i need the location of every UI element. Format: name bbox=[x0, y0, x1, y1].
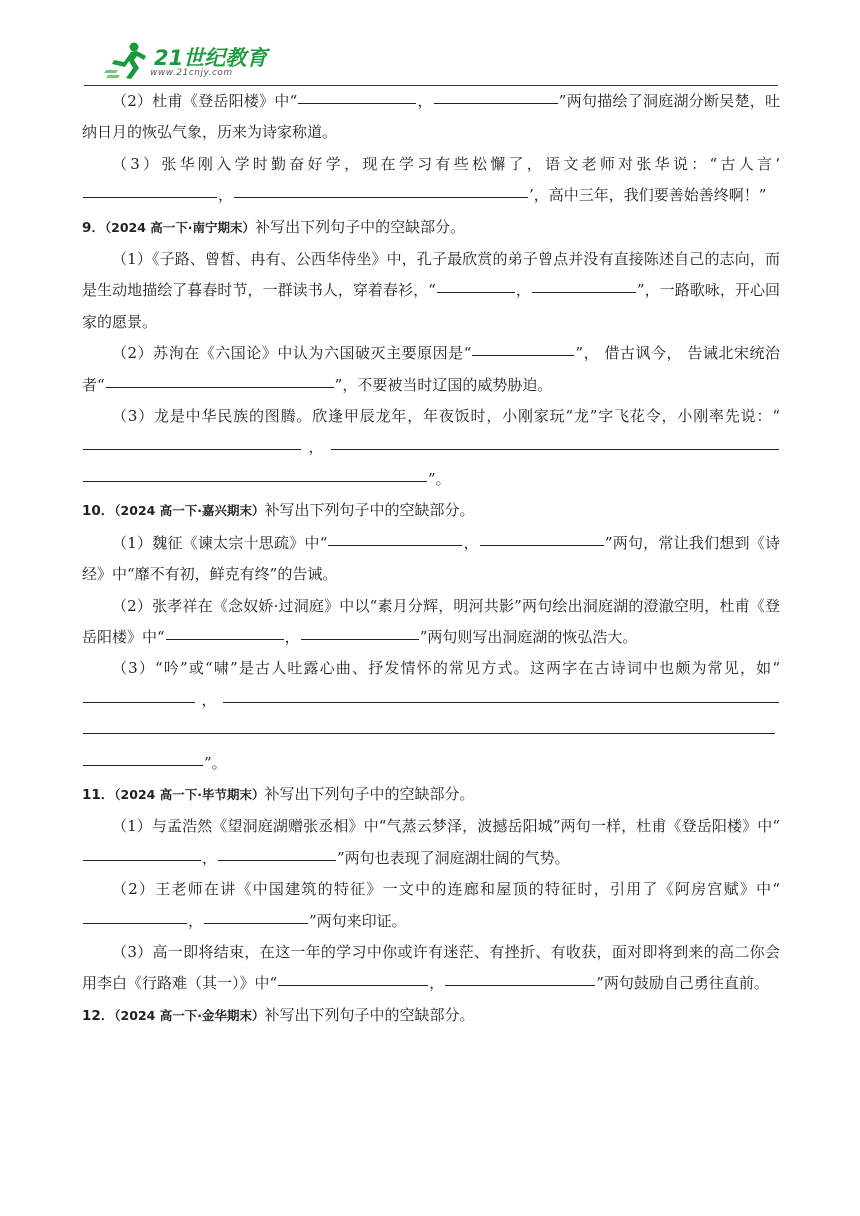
question-text: 补写出下列句子中的空缺部分。 bbox=[264, 501, 475, 520]
question-text: （2）张孝祥在《念奴娇·过洞庭》中以“素月分辉，明河共影”两句绘出洞庭湖的澄澈空明，杜甫《登岳阳楼》中“ bbox=[82, 596, 780, 646]
question-text: ”两句也表现了洞庭湖壮阔的气势。 bbox=[337, 848, 570, 867]
answer-blank[interactable] bbox=[83, 859, 201, 861]
answer-blank[interactable] bbox=[278, 984, 428, 986]
question-text: ， bbox=[284, 627, 300, 646]
answer-blank[interactable] bbox=[234, 196, 528, 198]
question-text: ”两句描绘了洞庭湖分断吴楚，吐纳日月的恢弘气象，历来为诗家称道。 bbox=[82, 92, 780, 142]
answer-blank[interactable] bbox=[445, 984, 595, 986]
question-text: 补写出下列句子中的空缺部分。 bbox=[264, 1005, 475, 1024]
question-text: ， bbox=[429, 974, 445, 993]
question-text: ， bbox=[417, 92, 433, 110]
question-text: 9． bbox=[82, 219, 105, 236]
answer-blank[interactable] bbox=[83, 764, 203, 766]
answer-blank[interactable] bbox=[223, 701, 779, 703]
question-text: （3）龙是中华民族的图腾。欣逢甲辰龙年，年夜饭时，小刚家玩“龙”字飞花令，小刚率先说：“ bbox=[112, 407, 780, 426]
q9-item-1 bbox=[82, 244, 780, 338]
question-text: ”两句则写出洞庭湖的恢弘浩大。 bbox=[419, 627, 638, 646]
question-text: ， bbox=[515, 281, 531, 300]
q10-item-1 bbox=[82, 528, 780, 591]
question-text: （2024 高一下·南宁期末） bbox=[104, 219, 256, 235]
q11-item-1 bbox=[82, 811, 780, 874]
question-text: （3）高一即将结束，在这一年的学习中你或许有迷茫、有挫折、有收获，面对即将到来的高二你会用李白《行路难（其一）》中“ bbox=[82, 942, 780, 993]
question-text: ”。 bbox=[428, 469, 451, 488]
question-text: ， bbox=[218, 186, 234, 205]
q11-heading bbox=[82, 779, 780, 811]
question-text: ， bbox=[188, 911, 204, 930]
question-text: 11． bbox=[82, 786, 115, 803]
question-text: （1）《子路、曾皙、冉有、公西华侍坐》中，孔子最欣赏的弟子曾点并没有直接陈述自己的志向，而是生动地描绘了暮春时节，一群读书人，穿着春衫，“ bbox=[82, 250, 780, 300]
answer-blank[interactable] bbox=[532, 291, 636, 293]
logo-url: www.21cnjy.com bbox=[150, 68, 233, 78]
answer-blank[interactable] bbox=[480, 544, 604, 546]
answer-blank[interactable] bbox=[83, 448, 301, 450]
question-text: ”， 借古讽今， 告诫北宋统治者“ bbox=[82, 344, 780, 394]
q9-heading bbox=[82, 212, 780, 244]
q11-item-3 bbox=[82, 937, 780, 1000]
q10-item-3 bbox=[82, 653, 780, 779]
question-text: （1）魏征《谏太宗十思疏》中“ bbox=[112, 533, 328, 552]
logo-wordmark: 21世纪教育 bbox=[154, 46, 268, 70]
q9-item-3 bbox=[82, 401, 780, 495]
question-text: ”，不要被当时辽国的威势胁迫。 bbox=[334, 375, 553, 394]
answer-blank[interactable] bbox=[437, 291, 515, 293]
answer-blank[interactable] bbox=[472, 354, 574, 356]
question-text: ”两句，常让我们想到《诗经》中“靡不有初，鲜克有终”的告诫。 bbox=[82, 533, 780, 584]
q10-heading bbox=[82, 495, 780, 527]
question-text: （2024 高一下·嘉兴期末） bbox=[114, 503, 265, 519]
answer-blank[interactable] bbox=[106, 386, 334, 388]
answer-blank[interactable] bbox=[166, 638, 284, 640]
page-header bbox=[0, 0, 860, 86]
question-text: （2）苏洵在《六国论》中认为六国破灭主要原因是“ bbox=[112, 344, 472, 363]
q11-item-2 bbox=[82, 874, 780, 937]
question-text: （1）与孟浩然《望洞庭湖赠张丞相》中“气蒸云梦泽，波撼岳阳城”两句一样，杜甫《登岳阳楼》中“ bbox=[112, 817, 780, 836]
answer-blank[interactable] bbox=[298, 102, 416, 104]
question-text: ”。 bbox=[204, 753, 227, 772]
question-text: ， bbox=[196, 690, 222, 709]
question-text: （2）杜甫《登岳阳楼》中“ bbox=[112, 92, 298, 110]
question-text: （3）张华刚入学时勤奋好学，现在学习有些松懈了，语文老师对张华说：“古人言‘ bbox=[112, 154, 780, 173]
answer-blank[interactable] bbox=[83, 196, 217, 198]
answer-blank[interactable] bbox=[434, 102, 558, 104]
question-text: （2）王老师在讲《中国建筑的特征》一文中的连廊和屋顶的特征时，引用了《阿房宫赋》中“ bbox=[112, 880, 780, 899]
answer-blank[interactable] bbox=[328, 544, 462, 546]
answer-blank[interactable] bbox=[83, 732, 775, 734]
answer-blank[interactable] bbox=[83, 922, 187, 924]
question-text: （3）“吟”或“啸”是古人吐露心曲、抒发情怀的常见方式。这两字在古诗词中也颇为常见，如“ bbox=[112, 659, 780, 678]
answer-blank[interactable] bbox=[83, 701, 195, 703]
question-text: 补写出下列句子中的空缺部分。 bbox=[255, 217, 466, 236]
question-text: 补写出下列句子中的空缺部分。 bbox=[264, 784, 475, 803]
question-text: （2024 高一下·金华期末） bbox=[114, 1007, 265, 1023]
question-text: 10． bbox=[82, 503, 115, 520]
question-text: ”两句来印证。 bbox=[309, 911, 407, 930]
answer-blank[interactable] bbox=[218, 859, 336, 861]
question-text: （2024 高一下·毕节期末） bbox=[114, 786, 265, 802]
answer-blank[interactable] bbox=[301, 638, 419, 640]
question-text: 12． bbox=[82, 1007, 115, 1024]
q9-item-2 bbox=[82, 338, 780, 401]
question-text: ， bbox=[463, 533, 479, 552]
answer-blank[interactable] bbox=[331, 448, 779, 450]
q10-item-2 bbox=[82, 591, 780, 654]
answer-blank[interactable] bbox=[83, 480, 427, 482]
question-text: ， bbox=[202, 848, 218, 867]
q8-item-2 bbox=[82, 86, 780, 149]
question-text: ’，高中三年，我们要善始善终啊！” bbox=[529, 186, 767, 205]
document-body bbox=[82, 86, 780, 1032]
answer-blank[interactable] bbox=[204, 922, 308, 924]
question-text: ”两句鼓励自己勇往直前。 bbox=[596, 974, 769, 993]
q12-heading bbox=[82, 1000, 780, 1032]
runner-logo-icon bbox=[104, 40, 148, 80]
site-logo bbox=[104, 40, 284, 82]
q8-item-3 bbox=[82, 149, 780, 212]
question-text: ， bbox=[302, 438, 330, 457]
question-text: ”，一路歌咏，开心回家的愿景。 bbox=[82, 281, 780, 331]
